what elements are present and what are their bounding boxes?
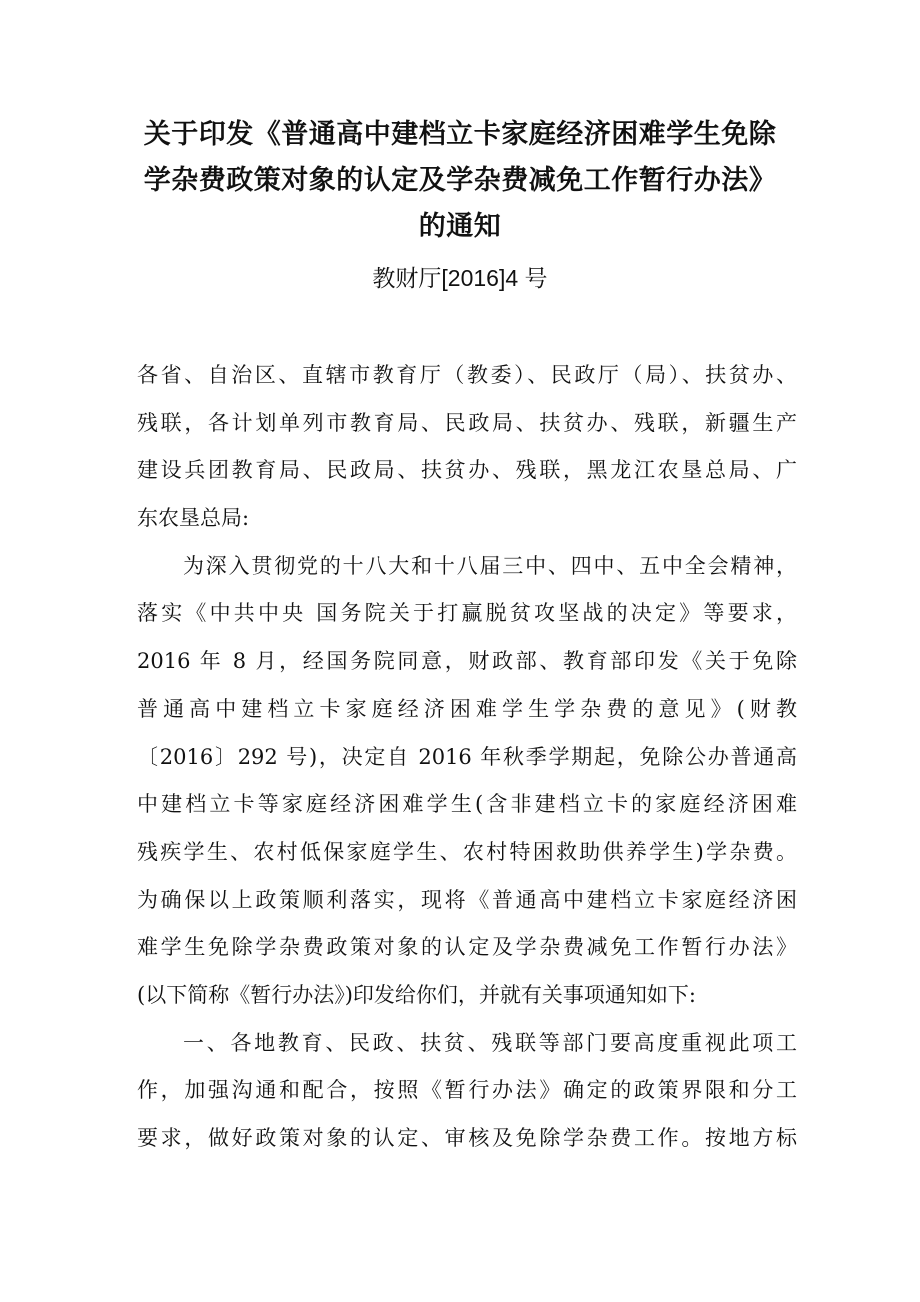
text-line: 残联，各计划单列市教育局、民政局、扶贫办、残联，新疆生产	[137, 410, 797, 435]
document-body	[137, 352, 797, 1163]
text-line: 难学生免除学杂费政策对象的认定及学杂费减免工作暂行办法》	[137, 935, 797, 960]
text-line: 东农垦总局:	[137, 506, 250, 531]
text-line: 建设兵团教育局、民政局、扶贫办、残联，黑龙江农垦总局、广	[137, 458, 797, 483]
document-title	[130, 112, 790, 250]
title-line: 关于印发《普通高中建档立卡家庭经济困难学生免除	[143, 119, 777, 150]
text-line: 为深入贯彻党的十八大和十八届三中、四中、五中全会精神，	[183, 553, 797, 578]
text-line: 作，加强沟通和配合，按照《暂行办法》确定的政策界限和分工	[137, 1078, 797, 1103]
text-line: 中建档立卡等家庭经济困难学生(含非建档立卡的家庭经济困难	[137, 792, 797, 817]
addressee-block	[137, 352, 797, 543]
title-line: 的通知	[418, 211, 502, 242]
text-line: 一、各地教育、民政、扶贫、残联等部门要高度重视此项工	[183, 1030, 797, 1055]
paragraph-1	[137, 543, 797, 1020]
text-line: (以下简称《暂行办法》)印发给你们，并就有关事项通知如下:	[137, 982, 696, 1007]
text-line: 要求，做好政策对象的认定、审核及免除学杂费工作。按地方标	[137, 1126, 797, 1150]
text-line: 落实《中共中央 国务院关于打赢脱贫攻坚战的决定》等要求，	[137, 601, 797, 626]
title-line: 学杂费政策对象的认定及学杂费减免工作暂行办法》	[143, 165, 777, 196]
paragraph-2	[137, 1020, 797, 1163]
document-number: 教财厅[2016]4 号	[372, 265, 548, 291]
text-line: 〔2016〕292 号)，决定自 2016 年秋季学期起，免除公办普通高	[137, 744, 797, 769]
text-line: 残疾学生、农村低保家庭学生、农村特困救助供养学生)学杂费。	[137, 839, 797, 864]
text-line: 为确保以上政策顺利落实，现将《普通高中建档立卡家庭经济困	[137, 887, 797, 912]
text-line: 普通高中建档立卡家庭经济困难学生学杂费的意见》(财教	[137, 696, 797, 721]
text-line: 各省、自治区、直辖市教育厅（教委）、民政厅（局）、扶贫办、	[137, 363, 797, 387]
text-line: 2016 年 8 月，经国务院同意，财政部、教育部印发《关于免除	[137, 649, 797, 674]
